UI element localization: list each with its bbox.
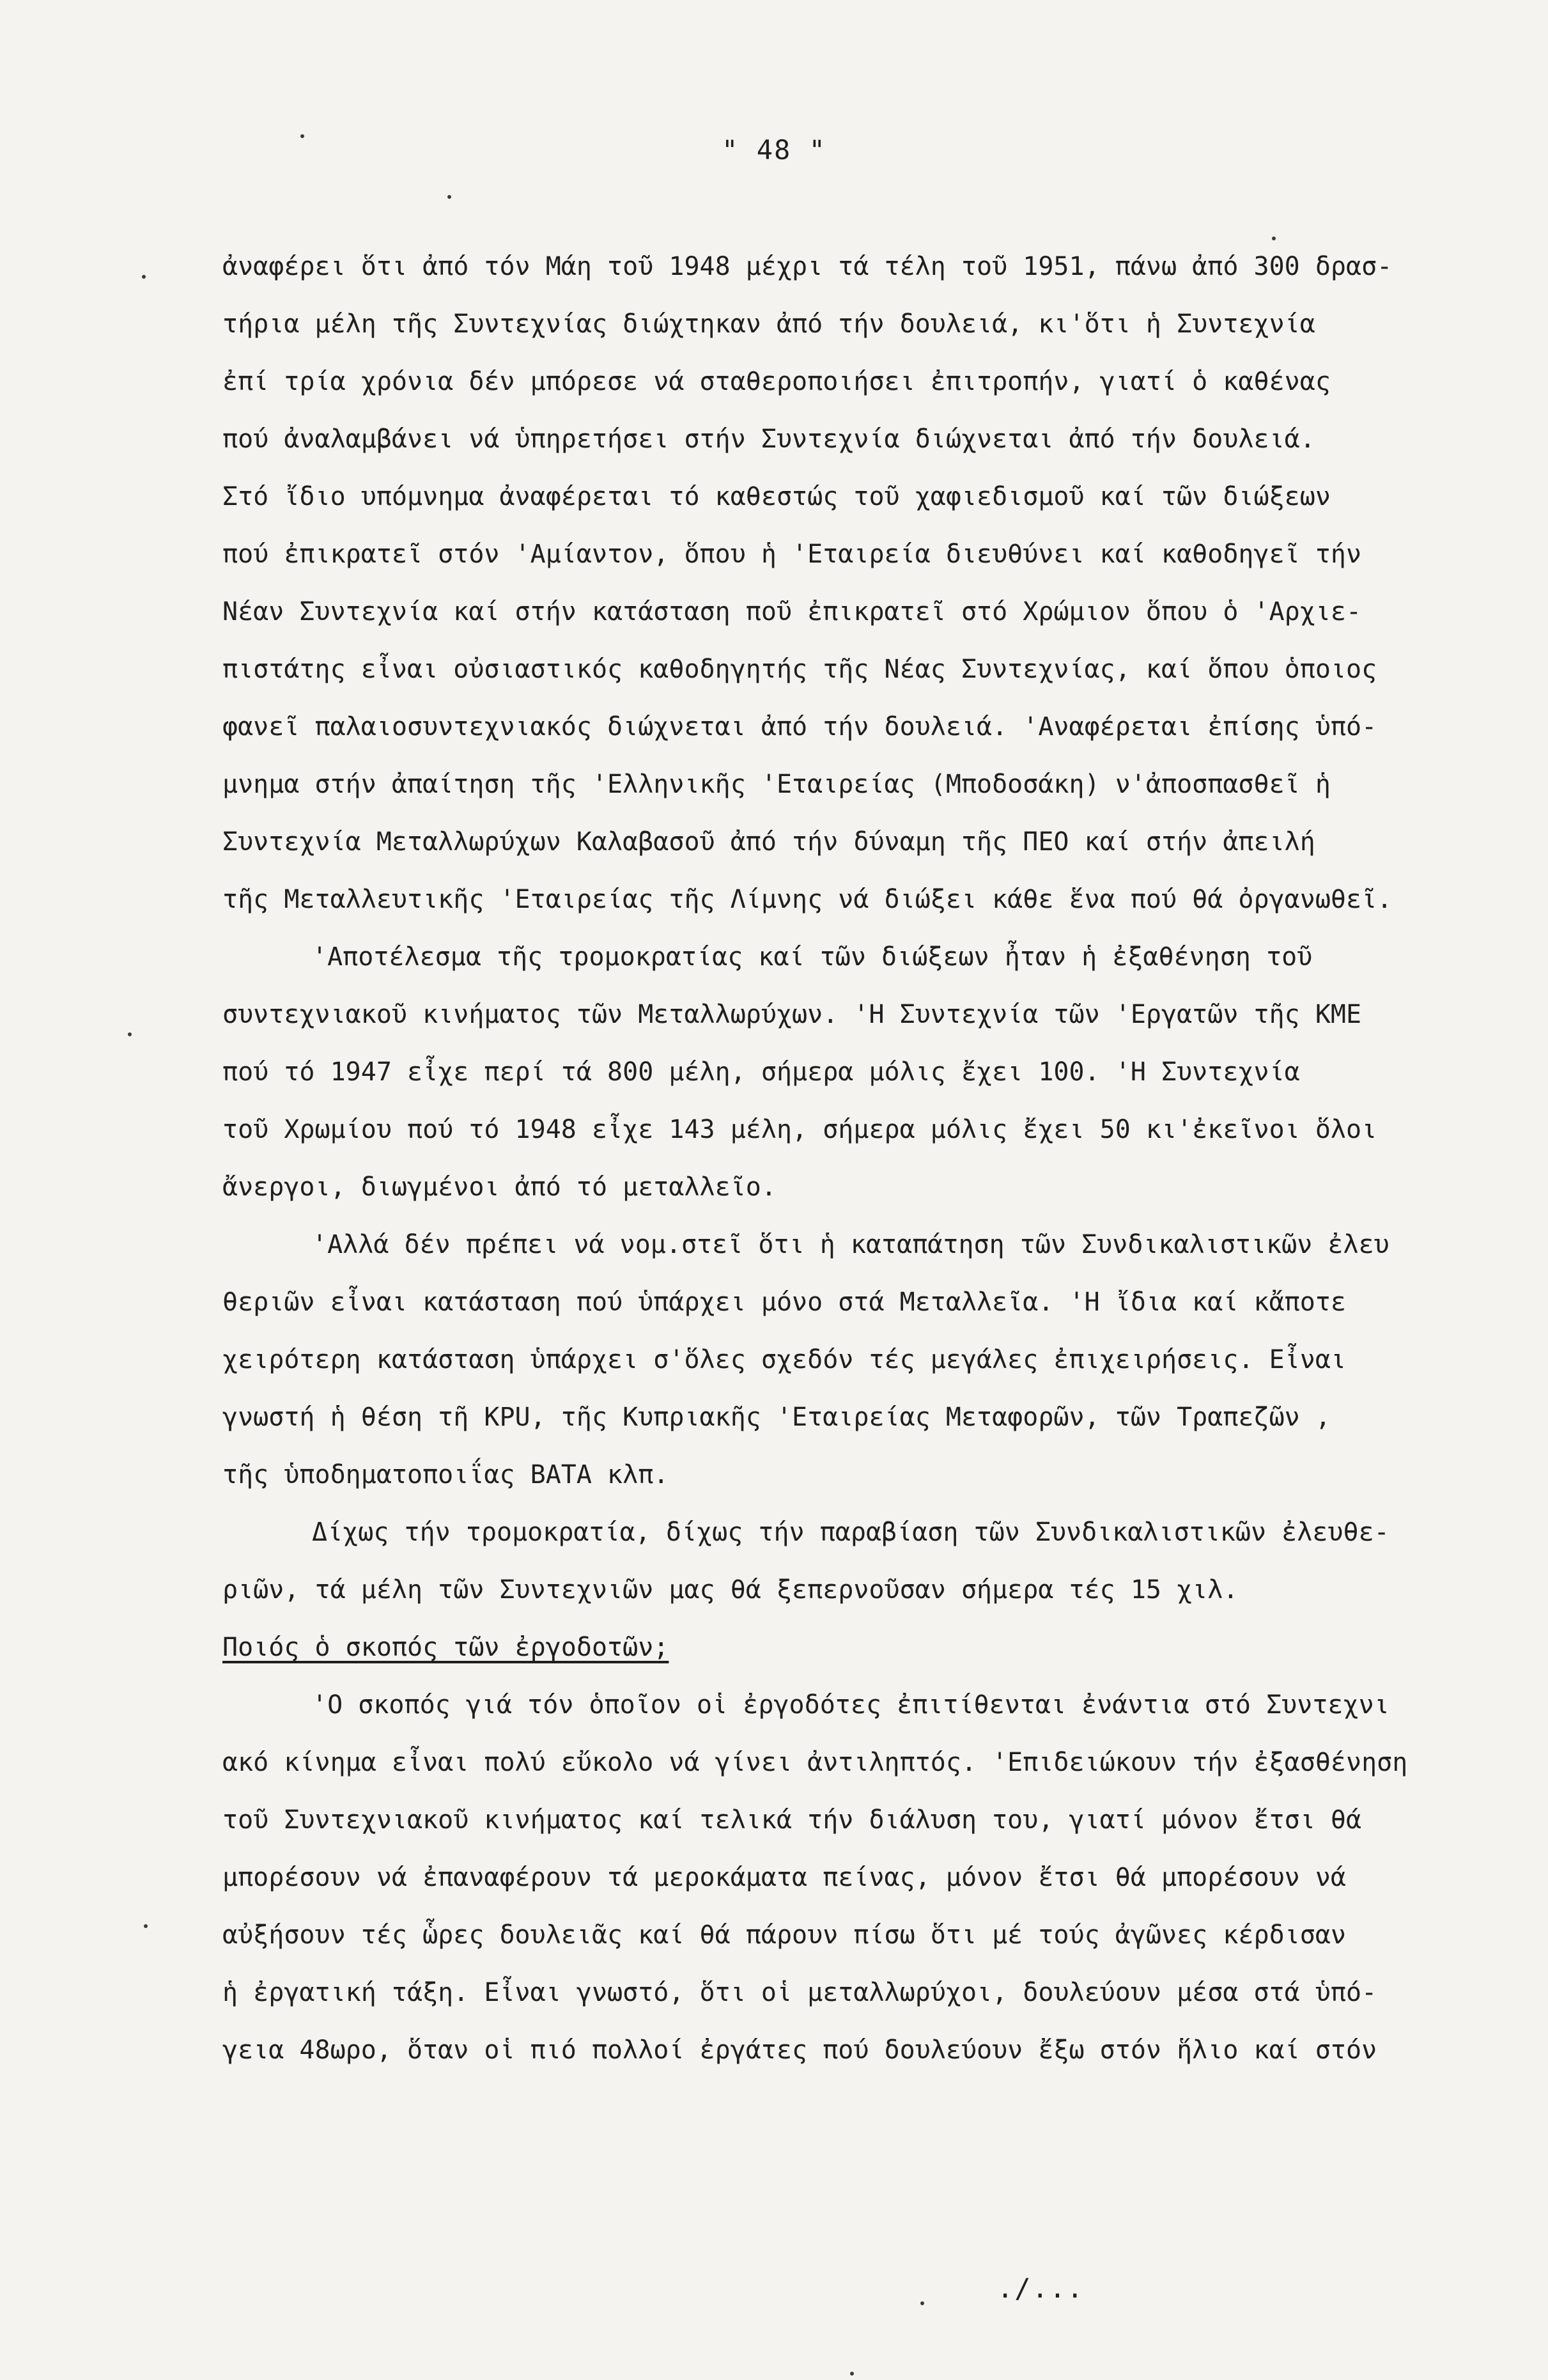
paragraph <box>222 928 1517 1216</box>
scan-speck <box>128 1032 132 1036</box>
text-line: 'Αποτέλεσμα τῆς τρομοκρατίας καί τῶν διώξεων ἦταν ἡ ἐξαθένηση τοῦ <box>312 942 1313 972</box>
text-line: τῆς ὑποδηματοποιΐας ΒΑΤΑ κλπ. <box>222 1460 669 1489</box>
scan-speck <box>850 2372 854 2376</box>
scan-speck <box>1272 237 1276 240</box>
scan-speck <box>447 195 451 199</box>
text-line: ἡ ἐργατική τάξη. Εἶναι γνωστό, ὅτι οἱ μεταλλωρύχοι, δουλεύουν μέσα στά ὑπό- <box>222 1978 1377 2007</box>
paragraph <box>222 238 1517 928</box>
text-line: συντεχνιακοῦ κινήματος τῶν Μεταλλωρύχων. 'Η Συντεχνία τῶν 'Εργατῶν τῆς ΚΜΕ <box>222 1000 1362 1029</box>
text-line: τήρια μέλη τῆς Συντεχνίας διώχτηκαν ἀπό τήν δουλειά, κι'ὅτι ἡ Συντεχνία <box>222 309 1315 339</box>
text-line: ακό κίνημα εἶναι πολύ εὔκολο νά γίνει ἀντιληπτός. 'Επιδειώκουν τήν ἐξασθένηση <box>222 1748 1408 1777</box>
text-line: πού τό 1947 εἶχε περί τά 800 μέλη, σήμερα μόλις ἔχει 100. 'Η Συντεχνία <box>222 1057 1300 1087</box>
scan-speck <box>920 2301 924 2305</box>
scan-speck <box>144 1924 148 1928</box>
text-line: γεια 48ωρο, ὅταν οἱ πιό πολλοί ἐργάτες πού δουλεύουν ἔξω στόν ἥλιο καί στόν <box>222 2035 1377 2065</box>
text-line: 'Ο σκοπός γιά τόν ὁποῖον οἱ ἐργοδότες ἐπιτίθενται ἐνάντια στό Συντεχνι <box>312 1690 1389 1720</box>
paragraph <box>222 1216 1517 1504</box>
scan-speck <box>142 275 146 279</box>
text-line: Στό ἴδιο υπόμνημα ἀναφέρεται τό καθεστώς τοῦ χαφιεδισμοῦ καί τῶν διώξεων <box>222 482 1331 511</box>
heading-text: Ποιός ὁ σκοπός τῶν ἐργοδοτῶν; <box>222 1633 669 1662</box>
text-line: τοῦ Χρωμίου πού τό 1948 εἶχε 143 μέλη, σήμερα μόλις ἔχει 50 κι'ἐκεῖνοι ὅλοι <box>222 1115 1377 1144</box>
text-line: τῆς Μεταλλευτικῆς 'Εταιρείας τῆς Λίμνης νά διώξει κάθε ἕνα πού θά ὀργανωθεῖ. <box>222 885 1393 914</box>
text-line: χειρότερη κατάσταση ὑπάρχει σ'ὅλες σχεδόν τές μεγάλες ἐπιχειρήσεις. Εἶναι <box>222 1345 1346 1374</box>
text-line: πού ἀναλαμβάνει νά ὑπηρετήσει στήν Συντεχνία διώχνεται ἀπό τήν δουλειά. <box>222 424 1315 454</box>
scan-speck <box>300 134 304 138</box>
body-text <box>222 238 1517 2079</box>
paragraph <box>222 1676 1517 2079</box>
text-line: ἄνεργοι, διωγμένοι ἀπό τό μεταλλεῖο. <box>222 1172 777 1202</box>
text-line: ριῶν, τά μέλη τῶν Συντεχνιῶν μας θά ξεπερνοῦσαν σήμερα τές 15 χιλ. <box>222 1575 1239 1605</box>
text-line: πού ἐπικρατεῖ στόν 'Αμίαντον, ὅπου ἡ 'Εταιρεία διευθύνει καί καθοδηγεῖ τήν <box>222 540 1362 569</box>
text-line: φανεῖ παλαιοσυντεχνιακός διώχνεται ἀπό τήν δουλειά. 'Αναφέρεται ἐπίσης ὑπό- <box>222 712 1377 742</box>
text-line: γνωστή ἡ θέση τῆ ΚΡU, τῆς Κυπριακῆς 'Εταιρείας Μεταφορῶν, τῶν Τραπεζῶν , <box>222 1403 1331 1432</box>
page-number: " 48 " <box>722 134 826 166</box>
text-line: Συντεχνία Μεταλλωρύχων Καλαβασοῦ ἀπό τήν δύναμη τῆς ΠΕΟ καί στήν ἀπειλή <box>222 827 1315 857</box>
text-line: ἐπί τρία χρόνια δέν μπόρεσε νά σταθεροποιήσει ἐπιτροπήν, γιατί ὁ καθένας <box>222 367 1331 396</box>
text-line: Δίχως τήν τρομοκρατία, δίχως τήν παραβίαση τῶν Συνδικαλιστικῶν ἐλευθε- <box>312 1518 1389 1547</box>
text-line: τοῦ Συντεχνιακοῦ κινήματος καί τελικά τήν διάλυση του, γιατί μόνον ἔτσι θά <box>222 1805 1362 1835</box>
text-line: 'Αλλά δέν πρέπει νά νομ.στεῖ ὅτι ἡ καταπάτηση τῶν Συνδικαλιστικῶν ἐλευ <box>312 1230 1389 1259</box>
text-line: ἀναφέρει ὅτι ἀπό τόν Μάη τοῦ 1948 μέχρι τά τέλη τοῦ 1951, πάνω ἀπό 300 δρασ- <box>222 252 1393 281</box>
text-line: μνημα στήν ἀπαίτηση τῆς 'Ελληνικῆς 'Εταιρείας (Μποδοσάκη) ν'ἀποσπασθεῖ ἡ <box>222 770 1331 799</box>
paragraph <box>222 1504 1517 1619</box>
section-heading <box>222 1619 1517 1676</box>
text-line: μπορέσουν νά ἐπαναφέρουν τά μεροκάματα πείνας, μόνον ἔτσι θά μπορέσουν νά <box>222 1863 1346 1892</box>
text-line: θεριῶν εἶναι κατάσταση πού ὑπάρχει μόνο στά Μεταλλεῖα. 'Η ἴδια καί κἄποτε <box>222 1287 1346 1317</box>
continuation-mark: ./... <box>997 2273 1085 2304</box>
text-line: αὐξήσουν τές ὧρες δουλειᾶς καί θά πάρουν πίσω ὅτι μέ τούς ἀγῶνες κέρδισαν <box>222 1920 1346 1950</box>
text-line: Νέαν Συντεχνία καί στήν κατάσταση ποῦ ἐπικρατεῖ στό Χρώμιον ὅπου ὁ 'Αρχιε- <box>222 597 1362 626</box>
text-line: πιστάτης εἶναι οὐσιαστικός καθοδηγητής τῆς Νέας Συντεχνίας, καί ὅπου ὁποιος <box>222 655 1377 684</box>
